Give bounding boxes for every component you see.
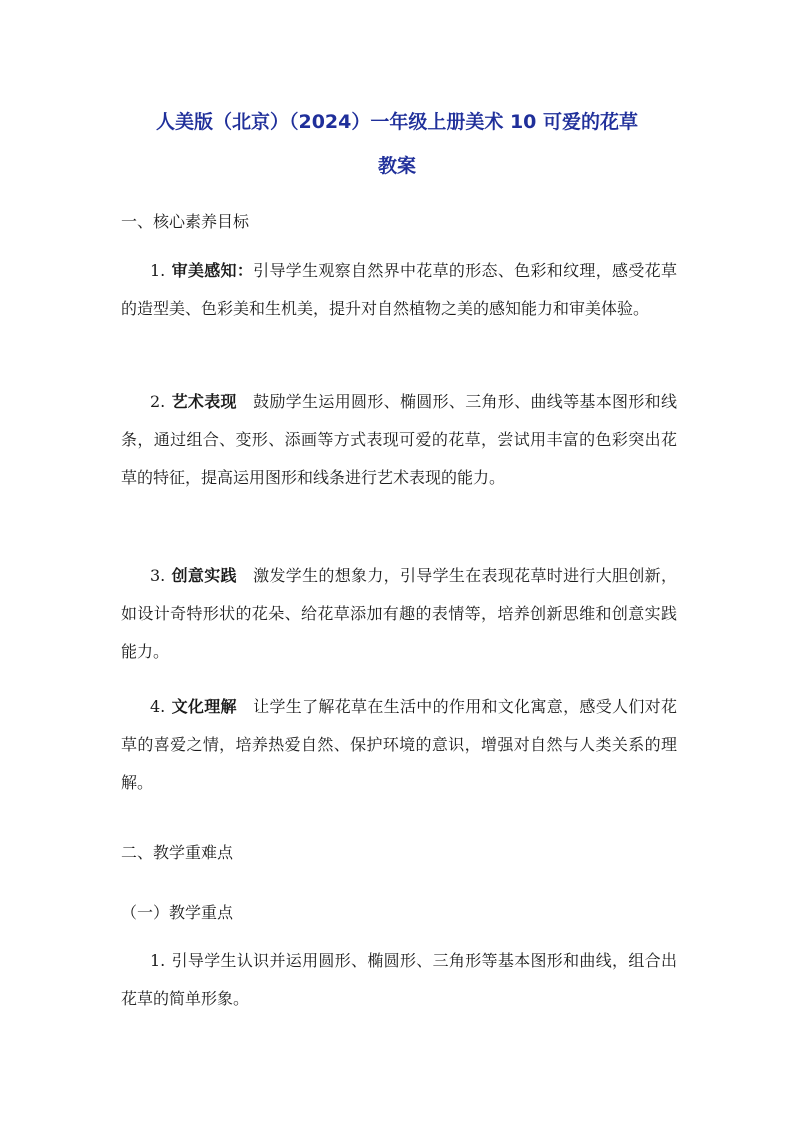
objective-item-3 [121,557,677,671]
section-heading-objectives: 一、核心素养目标 [121,212,250,231]
item-label: 艺术表现 [171,392,237,411]
title-line-2: 教案 [377,155,416,177]
item-number: 2. [150,392,166,411]
item-text: 鼓励学生运用圆形、椭圆形、三角形、曲线等基本图形和线条，通过组合、变形、添画等方式表现可爱的花草，尝试用丰富的色彩突出花草的特征，提高运用图形和线条进行艺术表现的能力。 [121,392,677,487]
item-label: 创意实践 [171,566,237,585]
focus-item-1 [121,942,677,1018]
objective-item-1 [121,252,677,328]
item-number: 4. [150,697,166,716]
item-text: 引导学生观察自然界中花草的形态、色彩和纹理，感受花草的造型美、色彩美和生机美，提升对自然植物之美的感知能力和审美体验。 [121,261,677,318]
item-label: 审美感知： [171,261,254,280]
document-title [110,100,684,188]
item-number: 3. [150,566,166,585]
subsection-heading-focus: （一）教学重点 [121,903,234,922]
objective-item-4 [121,688,677,802]
section-heading-key-points: 二、教学重难点 [121,843,234,862]
item-text: 让学生了解花草在生活中的作用和文化寓意，感受人们对花草的喜爱之情，培养热爱自然、保护环境的意识，增强对自然与人类关系的理解。 [121,697,677,792]
objective-item-2 [121,383,677,497]
item-text: 激发学生的想象力，引导学生在表现花草时进行大胆创新，如设计奇特形状的花朵、给花草添加有趣的表情等，培养创新思维和创意实践能力。 [121,566,677,661]
title-line-1: 人美版（北京）（2024）一年级上册美术 10 可爱的花草 [155,111,639,133]
item-number: 1. [150,261,166,280]
item-label: 文化理解 [171,697,237,716]
item-text: 引导学生认识并运用圆形、椭圆形、三角形等基本图形和曲线，组合出花草的简单形象。 [121,951,677,1008]
item-number: 1. [150,951,166,970]
